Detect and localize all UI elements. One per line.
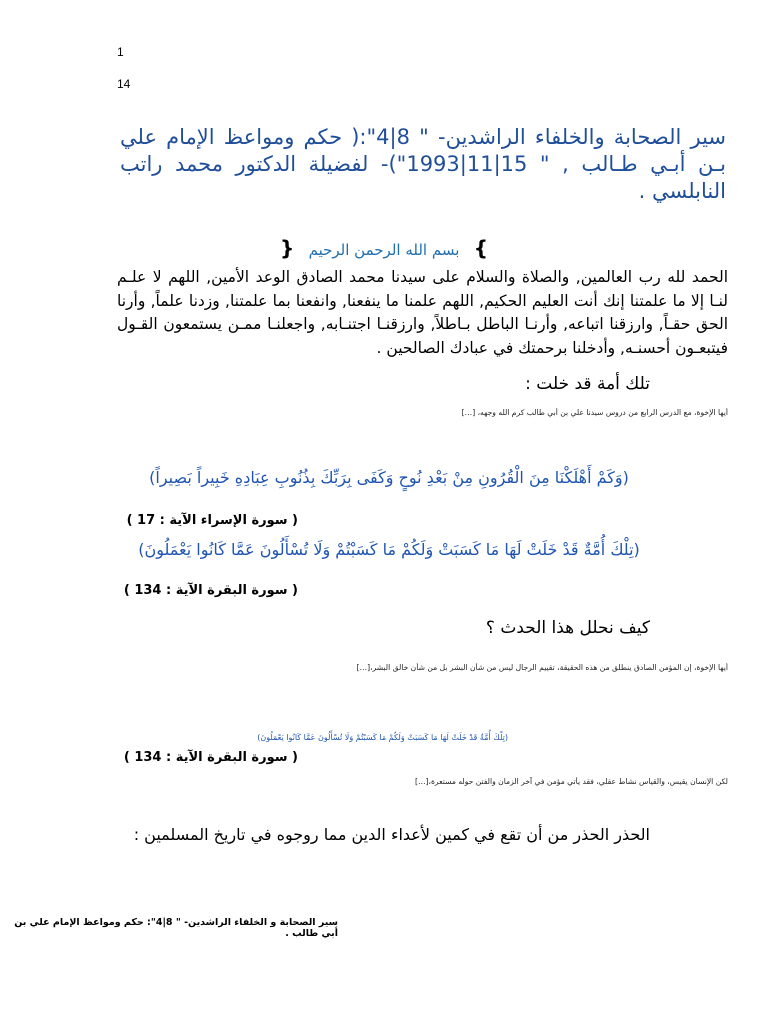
basmala — [0, 236, 768, 260]
section-body-1: أيها الإخوة، مع الدرس الرابع من دروس سيدنا علي بن أبي طالب كرم الله وجهه، […] — [461, 408, 728, 417]
document-title: سير الصحابة والخلفاء الراشدين- " 8|4":( حكم ومواعظ الإمام علي بـن أبـي طـالب , " 15|11|1993")- لفضيلة الدكتور محمد راتب النابلسي . — [120, 125, 727, 203]
verse-2: (تِلْكَ أُمَّةٌ قَدْ خَلَتْ لَهَا مَا كَسَبَتْ وَلَكُمْ مَا كَسَبْتُمْ وَلَا تُسْأَلُونَ عَمَّا كَانُوا يَعْمَلُونَ) — [138, 540, 640, 559]
section-heading-2: كيف نحلل هذا الحدث ؟ — [485, 618, 650, 638]
intro-paragraph: الحمد لله رب العالمين, والصلاة والسلام على سيدنا محمد الصادق الوعد الأمين, اللهم لا علـم لنـا إلا ما علمتنا إنك أنت العليم الحكيم, اللهم علمنا ما ينفعنا, وانفعنا بما علمتنا, وزدنا علماً, وأرنا الحق حقـاً, وارزقنا اتباعه, وأرنـا الباطل بـاطلاً, وارزقنـا اجتنـابه, واجعلنـا ممـن يستمعون القـول فيتبعـون أحسنـه, وأدخلنا برحمتك في عبادك الصالحين . — [117, 268, 728, 357]
verse-reference-1: ( سورة الإسراء الآية : 17 ) — [126, 513, 298, 528]
basmala-text: بسم الله الرحمن الرحيم — [308, 241, 460, 259]
page-number: 1 — [117, 45, 124, 59]
verse-reference-2: ( سورة البقرة الآية : 134 ) — [123, 583, 298, 598]
basmala-open-brace: } — [473, 236, 488, 260]
verse-reference-3: ( سورة البقرة الآية : 134 ) — [123, 750, 298, 765]
page-footer: سير الصحابة و الخلفاء الراشدين- " 8|4": حكم ومواعظ الإمام علي بن أبي طالب . — [14, 917, 338, 939]
verse-1: (وَكَمْ أَهْلَكْنَا مِنَ الْقُرُونِ مِنْ بَعْدِ نُوحٍ وَكَفَى بِرَبِّكَ بِذُنُوبِ عِبَادِهِ خَبِيراً بَصِيراً) — [149, 468, 629, 487]
inline-verse: (تِلْكَ أُمَّةٌ قَدْ خَلَتْ لَهَا مَا كَسَبَتْ وَلَكُمْ مَا كَسَبْتُمْ وَلَا تُسْأَلُونَ عَمَّا كَانُوا يَعْمَلُونَ) — [257, 733, 508, 742]
total-pages: 14 — [117, 77, 131, 91]
section-heading-3: الحذر الحذر من أن تقع في كمين لأعداء الدين مما روجوه في تاريخ المسلمين : — [133, 825, 650, 844]
basmala-close-brace: { — [280, 236, 295, 260]
section-body-2: أيها الإخوة، إن المؤمن الصادق ينطلق من هذه الحقيقة، تقييم الرجال ليس من شأن البشر بل من شأن خالق البشر،[…] — [356, 663, 728, 672]
section-body-3: لكن الإنسان يقيس، والقياس نشاط عقلي، فقد يأتي مؤمن في آخر الزمان والفتن حوله مستعرة،[…] — [414, 777, 728, 786]
section-heading-1: تلك أمة قد خلت : — [525, 374, 650, 394]
